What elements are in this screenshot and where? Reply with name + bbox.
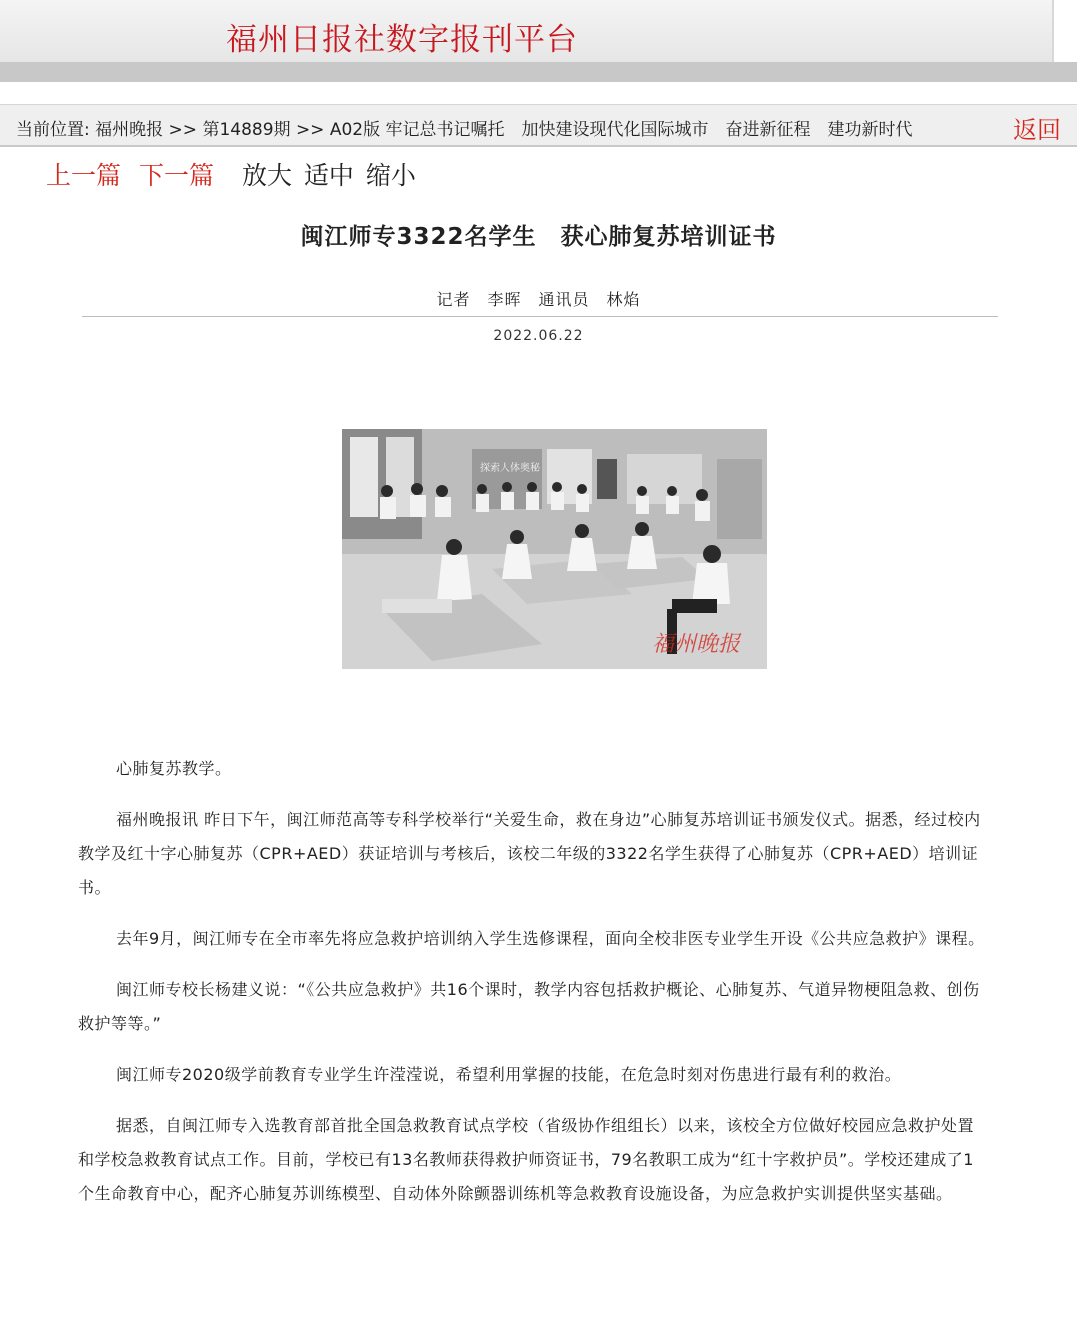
article-paragraph: 福州晚报讯 昨日下午，闽江师范高等专科学校举行“关爱生命，救在身边”心肺复苏培训证书颁发仪式。据悉，经过校内教学及红十字心肺复苏（CPR+AED）获证培训与考核后，该校二年级的3322名学生获得了心肺复苏（CPR+AED）培训证书。 xyxy=(78,810,981,897)
header xyxy=(0,0,1077,82)
prev-article-link[interactable]: 上一篇 xyxy=(46,161,122,190)
zoom-out-button[interactable]: 缩小 xyxy=(365,161,416,190)
article-date: 2022.06.22 xyxy=(493,328,584,344)
breadcrumb-issue-link[interactable]: >> 第14889期 xyxy=(168,120,291,140)
photo-illustration xyxy=(342,429,767,669)
spacer xyxy=(0,82,1077,104)
divider xyxy=(82,316,998,317)
article-paragraph: 据悉，自闽江师专入选教育部首批全国急救教育试点学校（省级协作组组长）以来，该校全方位做好校园应急救护处置和学校急救教育试点工作。目前，学校已有13名教师获得救护师资证书，79名教职工成为“红十字救护员”。学校还建成了1个生命教育中心，配齐心肺复苏训练模型、自动体外除颤器训练机等急救教育设施设备，为应急救护实训提供坚实基础。 xyxy=(78,1116,975,1203)
breadcrumb xyxy=(16,115,913,140)
breadcrumb-paper-link[interactable]: 福州晚报 xyxy=(95,120,164,140)
photo-caption: 心肺复苏教学。 xyxy=(116,759,232,778)
back-link[interactable]: 返回 xyxy=(1013,116,1061,144)
zoom-in-button[interactable]: 放大 xyxy=(241,161,292,190)
next-article-link[interactable]: 下一篇 xyxy=(138,161,214,190)
article-paragraph: 闽江师专2020级学前教育专业学生许滢滢说，希望利用掌握的技能，在危急时刻对伤患进行最有利的救治。 xyxy=(116,1065,902,1084)
article-body xyxy=(78,752,990,1228)
article-photo xyxy=(342,429,767,669)
photo-wall-sign: 探索人体奥秘 xyxy=(480,463,540,474)
site-title[interactable]: 福州日报社数字报刊平台 xyxy=(226,22,578,58)
photo-watermark: 福州晚报 xyxy=(652,632,741,657)
article-title: 闽江师专3322名学生 获心肺复苏培训证书 xyxy=(300,224,777,250)
article-byline: 记者 李晖 通讯员 林焰 xyxy=(436,290,641,309)
breadcrumb-prefix: 当前位置: xyxy=(16,120,90,140)
breadcrumb-bar xyxy=(0,104,1077,147)
banner-strip xyxy=(0,62,1077,82)
article-paragraph: 闽江师专校长杨建义说：“《公共应急救护》共16个课时，教学内容包括救护概论、心肺复苏、气道异物梗阻急救、创伤救护等等。” xyxy=(78,980,980,1033)
breadcrumb-page-link[interactable]: >> A02版 牢记总书记嘱托 加快建设现代化国际城市 奋进新征程 建功新时代 xyxy=(295,120,913,140)
article-paragraph: 去年9月，闽江师专在全市率先将应急救护培训纳入学生选修课程，面向全校非医专业学生开设《公共应急救护》课程。 xyxy=(116,929,985,948)
zoom-mid-button[interactable]: 适中 xyxy=(303,161,354,190)
banner xyxy=(0,0,1054,62)
article-nav xyxy=(46,156,416,192)
